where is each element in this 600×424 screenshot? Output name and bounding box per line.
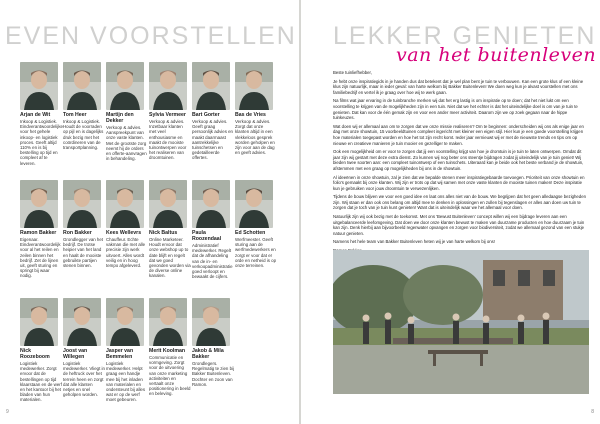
team-member-card bbox=[106, 180, 148, 268]
team-member-name: Ron Bakker bbox=[63, 230, 92, 236]
team-member-description: Inkoop & Logistiek. Houdt de voorraden op pijl en is dagelijks druk bezig met het coördineren van de transportplanning. bbox=[63, 119, 104, 151]
team-member-name: Paula Roozendaal bbox=[192, 230, 222, 242]
team-member-card bbox=[192, 298, 234, 387]
team-member-description: Communicatie en vormgeving. Zorgt voor de uitvoering van onze marketing activiteiten en vertaalt onze positionering in beeld en beleving. bbox=[149, 355, 191, 397]
team-member-name: Kees Wellevrs bbox=[106, 230, 142, 236]
team-member-card bbox=[20, 298, 62, 403]
team-member-name: Bas de Vries bbox=[235, 112, 266, 118]
letter-paragraph: Natuurlijk zijn wij ook bezig met de toekomst. Met ons 'Bewust Buitenleven' concept willen wij een bijdrage leveren aan een uitgebalanceerde leefomgeving. Dat doen we door onze klanten bewust te maken van duurzame producten en hoe duurzaam je tuin kan zijn. Denk hierbij aan bijvoorbeeld regenwater opvangen en zorgen voor biodiversiteit, zodat we allemaal gezond van een stukje natuur genieten. bbox=[333, 214, 585, 236]
team-member-card bbox=[235, 180, 277, 268]
team-member-photo bbox=[106, 298, 144, 346]
garden-scene-image bbox=[333, 250, 589, 394]
team-member-card bbox=[63, 62, 105, 150]
team-member-card bbox=[106, 298, 148, 403]
team-member-description: Grondlegger van het bedrijf. De trotse heipier van het land en haalt de mooiste gebruikte partijen stenen binnen. bbox=[63, 237, 104, 269]
garden-photo bbox=[333, 250, 589, 394]
team-member-photo bbox=[20, 180, 58, 228]
team-member-name: Nick Baltus bbox=[149, 230, 178, 236]
team-member-name: Bart Gorter bbox=[192, 112, 220, 118]
team-member-card bbox=[149, 298, 191, 397]
team-member-name: Jasper van Bemmelen bbox=[106, 348, 134, 360]
team-member-card bbox=[235, 62, 277, 155]
team-member-name: Nick Roozeboom bbox=[20, 348, 50, 360]
team-member-description: Online Marketeer. Houdt ervoor dat onze webshop up to date blijft en regelt dat we goed gevonden worden via de diverse online kanalen. bbox=[149, 237, 191, 279]
left-heading: EVEN VOORSTELLEN bbox=[5, 22, 297, 50]
letter-paragraph: Ook een mogelijkheid om er voor te zorgen dat jij een voorstelling krijgt van hoe je dromtuin is je tuin te laten ontwerpen. Omdat dit jaar zijn wij gestart met deze extra dienst. Zo kunnen wij nog beter ons steentje bijdragen zodat jij uiteindelijk van je tuin geniet! Wij bieden twee soorten aan: een compleet tuinontwerp of een tuinschets. Uiteraard kan je beide ook het beste verband je de showtuin, afstemmen met een graag op mogelijkheden bij ons in de showtuin. bbox=[333, 149, 584, 171]
team-member-photo bbox=[106, 62, 144, 110]
team-member-photo bbox=[235, 180, 273, 228]
team-member-photo bbox=[149, 298, 187, 346]
team-member-description: Grondlegers. Regelmatig te zien bij Bakker Buitenleven. Dochter en zoon van Ramon. bbox=[192, 361, 234, 387]
team-member-description: Chauffeur. Echte vakman die met alle precisie zijn werk uitvoert. Alles wordt veilig en in hoog tempo afgeleverd. bbox=[106, 237, 146, 269]
team-member-name: Ramon Bakker bbox=[20, 230, 57, 236]
team-member-card bbox=[63, 180, 105, 268]
team-member-name: Merit Koolman bbox=[149, 348, 186, 354]
team-member-name: Tom Heer bbox=[63, 112, 87, 118]
team-member-photo bbox=[20, 298, 58, 346]
team-member-photo bbox=[192, 62, 230, 110]
team-member-photo bbox=[192, 298, 230, 346]
team-member-description: Verkoop & advies. Aanspreekpunt van onze vaste klanten. Met de grootste zorg neemt hij de orders en offerte-aanvragen in behandeling. bbox=[106, 125, 147, 162]
team-member-name: Jakob & Mila Bakker bbox=[192, 348, 224, 360]
team-member-description: Verkoop & advies. Inzetbaar klanten met veel enthousiasme en maakt de mooiste tuinontwerpen voor het realiseren van droomtuinen. bbox=[149, 119, 187, 161]
team-member-photo bbox=[63, 180, 101, 228]
team-member-description: Eigenaar. Eindverantwoordelijk voor al het reilen en zeilen binnen het bedrijf. Zet de lijnen uit, geeft sturing en springt bij waar nodig. bbox=[20, 237, 61, 279]
team-member-photo bbox=[192, 180, 230, 228]
left-page-number: 9 bbox=[6, 409, 9, 415]
team-member-name: Martijn den Dekker bbox=[106, 112, 134, 124]
team-member-description: Verkoop & advies. Geeft graag persoonlijk advies en maakt daarmaast aantrekkelijke tuinschetsen en gedetailleerde offertes. bbox=[192, 119, 234, 161]
team-member-photo bbox=[106, 180, 144, 228]
team-member-card bbox=[149, 62, 191, 161]
team-member-card bbox=[192, 62, 234, 161]
letter-paragraph: Tijdens de bouw blijven we voor een goed idee en laat ons alles niet van de bouw. We begrijpen dat het geen alledaagse bezigheden zijn. Wij staan er dan ook ons belang om altijd mee te denken in oplossingen en zullen bij tegenslagen er alles aan doen uw tuin te zorgen dat je toch van je tuin kunt genieten! Want dat is uiteindelijk waar we het allemaal voor doen. bbox=[333, 194, 586, 211]
team-member-card bbox=[149, 180, 191, 279]
letter-body bbox=[333, 70, 589, 257]
team-member-description: Administratief medewerker. Regelt dat de afhandeling van de in- en verkoopadministratie goed verloopt en bewaakt de cijfers. bbox=[192, 243, 233, 280]
team-member-card bbox=[63, 298, 105, 397]
team-member-card bbox=[192, 180, 234, 279]
team-member-card bbox=[20, 180, 62, 279]
letter-paragraph: Wat doen wij er allemaal aan om te zorgen dat we onze missie realiseren? Om te beginnen: onderscheiden wij ons als enige jaar en dag met onze showtuin, 15 voorbeeldtuinen compleet ingericht met kleiner een eigen stijl. Hier kun je een goede voorstelling krijgen hoe materialen toegepast worden en hoe het tot zijn recht komt. Ieder jaar vernieuwt wij er met de nieuwste trends en tips om op nieuwe en creatieve manieren je tuin mooier en gezelliger te maken. bbox=[333, 123, 584, 146]
right-page bbox=[301, 0, 600, 424]
team-member-description: Verkoop & advies. Zorgt dat onze klanten altijd in een vlekkeloos gesprek worden geholpen en zijn voor aan de dag en geeft advies. bbox=[235, 119, 275, 156]
team-member-description: Logistiek medewerker. Vliegt in de heftruck over het terrein heen en zorgt dat alle klanten netjes en snel geholpen worden. bbox=[63, 361, 105, 398]
team-member-photo bbox=[63, 298, 101, 346]
team-member-description: Inkoop & Logistiek. Eindverantwoordelijke voor het gehele inkoop- en logistiek proces. Geeft altijd 110% en is bij bestelling op tijd en compleet af te leveren. bbox=[20, 119, 63, 166]
team-member-photo bbox=[20, 62, 58, 110]
team-member-description: Logistiek medewerker. Zorgt ervoor dat de bestellingen op tijd klaarstaan en de werf en het kantoor bij het bladen van hun materialen. bbox=[20, 361, 62, 403]
team-member-name: Sylvia Vermeer bbox=[149, 112, 186, 118]
team-member-photo bbox=[235, 62, 273, 110]
team-member-name: Ed Schotten bbox=[235, 230, 266, 236]
team-member-description: Logistiek medewerker. Helpt graag een handje mee bij het inladen van materialen en ondersteunt bij alles wat er op de werf moet gebeuren. bbox=[106, 361, 146, 403]
team-member-name: Joost van Willegen bbox=[63, 348, 88, 360]
letter-paragraph: Al ideeënen in onze showtuin, zal je zien dat we bepalde stenen meer inspiratiegebaarde toevoegen. Prioriteit van onze showtuin en folio's gemaakt bij onze klanten. Wij zijn er trots op dat wij samen met onze vaste klanten de mooiste tuinen maken! Deze inspiratie kun je gebruiken voor jouw droomtuin te verwezenlijken. bbox=[333, 174, 585, 191]
letter-paragraph: Je hebt onze inspiratiegids in je handen dus dat betekent dat je wel plan bent je tuin te verbouwen. Kan een grote klus of een kleine klus zijn natuurlijk, maar in ieder geval: van harte welkom bij Bakker Buitenleven! We doen weg kun je alvast voorstellen met ons familiebedrijf en vertel ik je graag over hoe wij te werk gaan. bbox=[333, 78, 584, 95]
team-member-card bbox=[20, 62, 62, 166]
right-page-number: 8 bbox=[591, 409, 594, 415]
right-script-heading: van het buitenleven bbox=[396, 44, 597, 66]
team-member-name: Arjan de Wit bbox=[20, 112, 51, 118]
team-member-description: Werfmeester. Geeft sturing aan de werfmedewerkers en zorgt er voor dat er orde en netheid is op onze terreinen. bbox=[235, 237, 277, 269]
team-member-photo bbox=[149, 62, 187, 110]
team-member-photo bbox=[63, 62, 101, 110]
team-member-card bbox=[106, 62, 148, 161]
left-page bbox=[0, 0, 299, 424]
letter-paragraph: Na films wat jaar ervaring in de tuinbranche merken wij dat het erg lastig is om inspiratie op te doen; dat het niet lukt om een voorstelling te krijgen van de mogelijkheden zijn in een tuin. Niet dat we het echter is dat het uiteindelijke doel is om van je tuin te genieten. Dat kan voor de één gemak zijn en voor een ander meer activiteit. Daarom zijn we op zoek gegaan naar de hippe tuinkeuzes. bbox=[333, 98, 578, 121]
letter-paragraph: Beste tuinliefhebber, bbox=[333, 70, 372, 75]
letter-paragraph: Namens het hele team van Bakker Buitenleven heten wij je van harte welkom bij ons! bbox=[333, 239, 495, 245]
team-member-photo bbox=[149, 180, 187, 228]
right-heading: LEKKER GENIETEN bbox=[333, 22, 597, 50]
